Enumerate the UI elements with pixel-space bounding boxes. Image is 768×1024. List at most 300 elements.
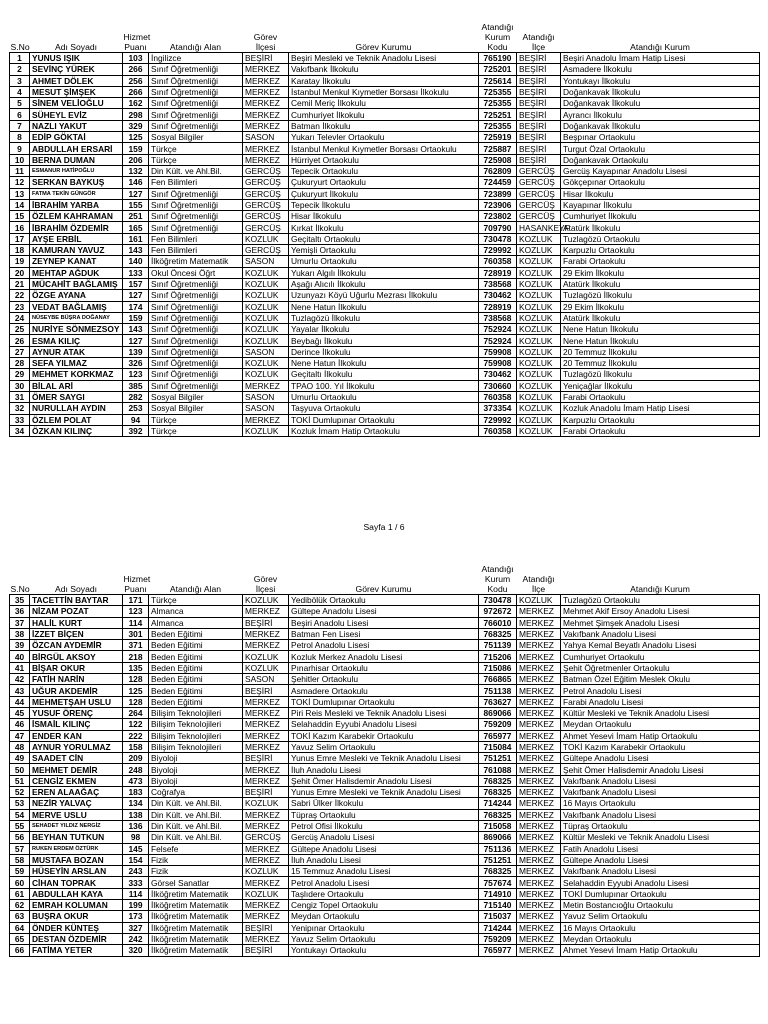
cell-sno: 63 bbox=[10, 911, 30, 922]
cell-code: 709790 bbox=[479, 222, 517, 233]
cell-assigned-institution: 29 Ekim İlkokulu bbox=[561, 301, 760, 312]
cell-assigned-district: MERKEZ bbox=[517, 911, 561, 922]
cell-assigned-district: BEŞİRİ bbox=[517, 98, 561, 109]
header-code: Atandığı Kurum Kodu bbox=[481, 22, 514, 52]
cell-points: 140 bbox=[123, 256, 149, 267]
cell-institution: TOKİ Dumlupınar Ortaokulu bbox=[289, 696, 479, 707]
cell-points: 136 bbox=[123, 820, 149, 831]
cell-name: KAMURAN YAVUZ bbox=[30, 245, 123, 256]
cell-sno: 33 bbox=[10, 414, 30, 425]
cell-sno: 43 bbox=[10, 685, 30, 696]
cell-district: BEŞİRİ bbox=[243, 685, 289, 696]
cell-name: ÖNDER KÜNTEŞ bbox=[30, 922, 123, 933]
cell-field: Fizik bbox=[149, 866, 243, 877]
cell-points: 114 bbox=[123, 888, 149, 899]
table-row bbox=[10, 606, 760, 617]
cell-assigned-institution: Atatürk İlkokulu bbox=[561, 312, 760, 323]
table-row bbox=[10, 324, 760, 335]
table-row bbox=[10, 369, 760, 380]
cell-district: GERCÜŞ bbox=[243, 245, 289, 256]
cell-institution: Yunus Emre Mesleki ve Teknik Anadolu Lisesi bbox=[289, 753, 479, 764]
cell-field: Almanca bbox=[149, 617, 243, 628]
cell-sno: 26 bbox=[10, 335, 30, 346]
cell-field: Coğrafya bbox=[149, 787, 243, 798]
cell-institution: Yontukayı Ortaokulu bbox=[289, 945, 479, 956]
cell-institution: Geçitaltı İlkokulu bbox=[289, 369, 479, 380]
cell-code: 768325 bbox=[479, 787, 517, 798]
cell-assigned-institution: Şehit Ömer Halisdemir Anadolu Lisesi bbox=[561, 764, 760, 775]
cell-district: MERKEZ bbox=[243, 900, 289, 911]
cell-field: Bilişim Teknolojileri bbox=[149, 730, 243, 741]
cell-field: Sınıf Öğretmenliği bbox=[149, 335, 243, 346]
cell-assigned-district: KOZLUK bbox=[517, 403, 561, 414]
cell-code: 715086 bbox=[479, 662, 517, 673]
cell-district: BEŞİRİ bbox=[243, 945, 289, 956]
cell-institution: Yunus Emre Mesleki ve Teknik Anadolu Lisesi bbox=[289, 787, 479, 798]
table-row bbox=[10, 222, 760, 233]
cell-points: 133 bbox=[123, 267, 149, 278]
cell-district: MERKEZ bbox=[243, 911, 289, 922]
header-field: Atandığı Alan bbox=[169, 584, 222, 594]
header-assigned-institution: Atandığı Kurum bbox=[630, 42, 690, 52]
cell-name: FATİH NARİN bbox=[30, 674, 123, 685]
cell-assigned-district: KOZLUK bbox=[517, 312, 561, 323]
cell-code: 759209 bbox=[479, 719, 517, 730]
cell-points: 282 bbox=[123, 391, 149, 402]
cell-institution: Petrol Ofisi İlkokulu bbox=[289, 820, 479, 831]
cell-code: 762809 bbox=[479, 165, 517, 176]
cell-assigned-district: MERKEZ bbox=[517, 651, 561, 662]
cell-field: Sınıf Öğretmenliği bbox=[149, 199, 243, 210]
cell-points: 135 bbox=[123, 662, 149, 673]
cell-field: Türkçe bbox=[149, 425, 243, 436]
cell-district: MERKEZ bbox=[243, 414, 289, 425]
cell-name: NURİYE SÖNMEZSOY bbox=[30, 324, 123, 335]
cell-district: GERCÜŞ bbox=[243, 211, 289, 222]
cell-assigned-district: BEŞİRİ bbox=[517, 53, 561, 64]
cell-points: 209 bbox=[123, 753, 149, 764]
cell-assigned-district: BEŞİRİ bbox=[517, 120, 561, 131]
table-row bbox=[10, 866, 760, 877]
cell-assigned-institution: Cumhuriyet Ortaokulu bbox=[561, 651, 760, 662]
cell-field: Bilişim Teknolojileri bbox=[149, 707, 243, 718]
cell-name: MESUT ŞİMŞEK bbox=[30, 86, 123, 97]
cell-sno: 7 bbox=[10, 120, 30, 131]
cell-code: 768325 bbox=[479, 628, 517, 639]
cell-assigned-institution: Beşpınar Ortaokulu bbox=[561, 132, 760, 143]
cell-sno: 6 bbox=[10, 109, 30, 120]
table-row bbox=[10, 312, 760, 323]
cell-assigned-institution: Karpuzlu Ortaokulu bbox=[561, 245, 760, 256]
cell-district: KOZLUK bbox=[243, 425, 289, 436]
cell-district: KOZLUK bbox=[243, 290, 289, 301]
cell-district: MERKEZ bbox=[243, 854, 289, 865]
cell-institution: Petrol Anadolu Lisesi bbox=[289, 877, 479, 888]
table-row bbox=[10, 64, 760, 75]
cell-assigned-institution: Gültepe Anadolu Lisesi bbox=[561, 854, 760, 865]
cell-sno: 31 bbox=[10, 391, 30, 402]
cell-institution: Yayalar İlkokulu bbox=[289, 324, 479, 335]
cell-institution: Yavuz Selim Ortaokulu bbox=[289, 741, 479, 752]
cell-institution: Karatay İlkokulu bbox=[289, 75, 479, 86]
cell-code: 725887 bbox=[479, 143, 517, 154]
cell-institution: Yemişli Ortaokulu bbox=[289, 245, 479, 256]
cell-points: 143 bbox=[123, 245, 149, 256]
cell-assigned-district: KOZLUK bbox=[517, 267, 561, 278]
cell-assigned-district: KOZLUK bbox=[517, 233, 561, 244]
cell-name: FATİMA YETER bbox=[30, 945, 123, 956]
cell-code: 751138 bbox=[479, 685, 517, 696]
cell-district: GERCÜŞ bbox=[243, 165, 289, 176]
cell-institution: Petrol Anadolu Lisesi bbox=[289, 640, 479, 651]
cell-district: MERKEZ bbox=[243, 707, 289, 718]
cell-assigned-district: MERKEZ bbox=[517, 933, 561, 944]
cell-district: MERKEZ bbox=[243, 764, 289, 775]
cell-points: 103 bbox=[123, 53, 149, 64]
cell-district: SASON bbox=[243, 403, 289, 414]
cell-points: 301 bbox=[123, 628, 149, 639]
cell-points: 154 bbox=[123, 854, 149, 865]
cell-field: Sınıf Öğretmenliği bbox=[149, 346, 243, 357]
table-row bbox=[10, 403, 760, 414]
cell-sno: 2 bbox=[10, 64, 30, 75]
cell-assigned-institution: Ayrancı İlkokulu bbox=[561, 109, 760, 120]
cell-name: MÜCAHİT BAĞLAMIŞ bbox=[30, 278, 123, 289]
cell-sno: 23 bbox=[10, 301, 30, 312]
cell-points: 329 bbox=[123, 120, 149, 131]
cell-sno: 66 bbox=[10, 945, 30, 956]
table-row bbox=[10, 617, 760, 628]
table-row bbox=[10, 120, 760, 131]
cell-code: 759908 bbox=[479, 358, 517, 369]
cell-assigned-district: BEŞİRİ bbox=[517, 154, 561, 165]
cell-institution: Çukuryurt Ortaokulu bbox=[289, 177, 479, 188]
cell-field: Biyoloji bbox=[149, 775, 243, 786]
cell-points: 173 bbox=[123, 911, 149, 922]
cell-sno: 56 bbox=[10, 832, 30, 843]
cell-code: 759209 bbox=[479, 933, 517, 944]
cell-code: 752924 bbox=[479, 335, 517, 346]
cell-name: MEHMET DEMİR bbox=[30, 764, 123, 775]
cell-sno: 24 bbox=[10, 312, 30, 323]
cell-assigned-institution: Vakıfbank Anadolu Lisesi bbox=[561, 809, 760, 820]
cell-code: 768325 bbox=[479, 809, 517, 820]
cell-sno: 13 bbox=[10, 188, 30, 199]
cell-name: İZZET BİÇEN bbox=[30, 628, 123, 639]
cell-points: 161 bbox=[123, 233, 149, 244]
cell-field: Sosyal Bilgiler bbox=[149, 132, 243, 143]
cell-sno: 36 bbox=[10, 606, 30, 617]
cell-field: Bilişim Teknolojileri bbox=[149, 719, 243, 730]
cell-sno: 49 bbox=[10, 753, 30, 764]
cell-sno: 4 bbox=[10, 86, 30, 97]
cell-district: MERKEZ bbox=[243, 640, 289, 651]
table-row bbox=[10, 290, 760, 301]
cell-code: 725355 bbox=[479, 120, 517, 131]
cell-assigned-district: MERKEZ bbox=[517, 617, 561, 628]
cell-institution: Kırkat İlkokulu bbox=[289, 222, 479, 233]
cell-field: Fen Bilimleri bbox=[149, 245, 243, 256]
cell-sno: 50 bbox=[10, 764, 30, 775]
cell-name: DESTAN ÖZDEMİR bbox=[30, 933, 123, 944]
cell-points: 473 bbox=[123, 775, 149, 786]
cell-institution: Hürriyet Ortaokulu bbox=[289, 154, 479, 165]
cell-field: Fen Bilimleri bbox=[149, 177, 243, 188]
cell-code: 751251 bbox=[479, 854, 517, 865]
table-row bbox=[10, 177, 760, 188]
cell-district: KOZLUK bbox=[243, 866, 289, 877]
table-row bbox=[10, 640, 760, 651]
cell-district: GERCÜŞ bbox=[243, 177, 289, 188]
cell-assigned-institution: Vakıfbank Anadolu Lisesi bbox=[561, 628, 760, 639]
cell-assigned-institution: Doğankavak İlkokulu bbox=[561, 98, 760, 109]
cell-points: 266 bbox=[123, 64, 149, 75]
cell-field: Sosyal Bilgiler bbox=[149, 391, 243, 402]
cell-institution: Cumhuriyet İlkokulu bbox=[289, 109, 479, 120]
table-row bbox=[10, 86, 760, 97]
cell-field: Sınıf Öğretmenliği bbox=[149, 86, 243, 97]
cell-code: 730462 bbox=[479, 369, 517, 380]
cell-points: 165 bbox=[123, 222, 149, 233]
cell-points: 159 bbox=[123, 312, 149, 323]
cell-field: Beden Eğitimi bbox=[149, 640, 243, 651]
cell-points: 123 bbox=[123, 369, 149, 380]
table-row bbox=[10, 98, 760, 109]
cell-name: MEHTAP AĞDUK bbox=[30, 267, 123, 278]
cell-name: ÖZLEM KAHRAMAN bbox=[30, 211, 123, 222]
cell-sno: 46 bbox=[10, 719, 30, 730]
table-body-page-2 bbox=[10, 595, 760, 957]
cell-assigned-institution: Gökçepınar Ortaokulu bbox=[561, 177, 760, 188]
cell-code: 723802 bbox=[479, 211, 517, 222]
cell-institution: Uzunyazı Köyü Uğurlu Mezrası İlkokulu bbox=[289, 290, 479, 301]
table-row bbox=[10, 900, 760, 911]
cell-institution: TPAO 100. Yıl İlkokulu bbox=[289, 380, 479, 391]
cell-name: NİZAM POZAT bbox=[30, 606, 123, 617]
cell-district: MERKEZ bbox=[243, 109, 289, 120]
cell-district: KOZLUK bbox=[243, 369, 289, 380]
cell-assigned-institution: Selahaddin Eyyubi Anadolu Lisesi bbox=[561, 877, 760, 888]
cell-sno: 60 bbox=[10, 877, 30, 888]
cell-name: AHMET DÖLEK bbox=[30, 75, 123, 86]
cell-field: Türkçe bbox=[149, 414, 243, 425]
cell-sno: 15 bbox=[10, 211, 30, 222]
cell-points: 127 bbox=[123, 188, 149, 199]
cell-district: KOZLUK bbox=[243, 267, 289, 278]
table-row bbox=[10, 391, 760, 402]
cell-name: MUSTAFA BOZAN bbox=[30, 854, 123, 865]
cell-code: 759908 bbox=[479, 346, 517, 357]
cell-assigned-institution: 16 Mayıs Ortaokulu bbox=[561, 798, 760, 809]
table-row bbox=[10, 775, 760, 786]
cell-assigned-institution: Tuzlagözü Ortaokulu bbox=[561, 233, 760, 244]
cell-district: MERKEZ bbox=[243, 877, 289, 888]
cell-points: 128 bbox=[123, 696, 149, 707]
table-row bbox=[10, 730, 760, 741]
cell-institution: Tuzlagözü İlkokulu bbox=[289, 312, 479, 323]
header-field: Atandığı Alan bbox=[169, 42, 222, 52]
table-row bbox=[10, 685, 760, 696]
cell-field: Sınıf Öğretmenliği bbox=[149, 211, 243, 222]
cell-name: ÖMER SAYGI bbox=[30, 391, 123, 402]
cell-institution: Çukuryurt İlkokulu bbox=[289, 188, 479, 199]
cell-assigned-institution: Farabi Ortaokulu bbox=[561, 391, 760, 402]
table-row bbox=[10, 109, 760, 120]
cell-assigned-institution: TOKİ Kazım Karabekir Ortaokulu bbox=[561, 741, 760, 752]
cell-assigned-institution: Farabi Ortaokulu bbox=[561, 256, 760, 267]
table-row bbox=[10, 358, 760, 369]
cell-assigned-district: MERKEZ bbox=[517, 662, 561, 673]
assignment-table-page-2 bbox=[9, 564, 760, 957]
cell-field: Beden Eğitimi bbox=[149, 685, 243, 696]
cell-code: 725908 bbox=[479, 154, 517, 165]
cell-code: 752924 bbox=[479, 324, 517, 335]
cell-field: Beden Eğitimi bbox=[149, 651, 243, 662]
cell-field: Sınıf Öğretmenliği bbox=[149, 75, 243, 86]
cell-code: 715140 bbox=[479, 900, 517, 911]
cell-assigned-institution: Ahmet Yesevi İmam Hatip Ortaokulu bbox=[561, 730, 760, 741]
cell-field: İlköğretim Matematik bbox=[149, 945, 243, 956]
cell-points: 206 bbox=[123, 154, 149, 165]
cell-points: 298 bbox=[123, 109, 149, 120]
cell-institution: Aşağı Alıcılı İlkokulu bbox=[289, 278, 479, 289]
cell-points: 114 bbox=[123, 617, 149, 628]
header-district: Görev İlçesi bbox=[253, 574, 278, 594]
cell-institution: Taşyuva Ortaokulu bbox=[289, 403, 479, 414]
table-row bbox=[10, 53, 760, 64]
table-row bbox=[10, 595, 760, 606]
cell-assigned-district: GERCÜŞ bbox=[517, 177, 561, 188]
cell-district: SASON bbox=[243, 346, 289, 357]
cell-code: 751251 bbox=[479, 753, 517, 764]
cell-field: Sınıf Öğretmenliği bbox=[149, 301, 243, 312]
cell-code: 728919 bbox=[479, 301, 517, 312]
table-row bbox=[10, 256, 760, 267]
cell-sno: 47 bbox=[10, 730, 30, 741]
header-name: Adı Soyadı bbox=[54, 584, 98, 594]
cell-field: İlköğretim Matematik bbox=[149, 888, 243, 899]
cell-assigned-institution: Tuzlagözü Ortaokulu bbox=[561, 595, 760, 606]
header-points: Hizmet Puanı bbox=[123, 574, 151, 594]
cell-assigned-institution: TOKİ Dumlupınar Ortaokulu bbox=[561, 888, 760, 899]
cell-assigned-institution: Meydan Ortaokulu bbox=[561, 719, 760, 730]
cell-institution: Gercüş Anadolu Lisesi bbox=[289, 832, 479, 843]
cell-assigned-district: MERKEZ bbox=[517, 900, 561, 911]
cell-sno: 35 bbox=[10, 595, 30, 606]
cell-sno: 64 bbox=[10, 922, 30, 933]
table-row bbox=[10, 764, 760, 775]
cell-sno: 18 bbox=[10, 245, 30, 256]
cell-code: 725919 bbox=[479, 132, 517, 143]
cell-assigned-institution: Metin Bostancıoğlu Ortaokulu bbox=[561, 900, 760, 911]
cell-district: MERKEZ bbox=[243, 64, 289, 75]
cell-sno: 1 bbox=[10, 53, 30, 64]
cell-assigned-institution: Vakıfbank Anadolu Lisesi bbox=[561, 866, 760, 877]
table-row bbox=[10, 787, 760, 798]
cell-assigned-institution: Petrol Anadolu Lisesi bbox=[561, 685, 760, 696]
table-row bbox=[10, 267, 760, 278]
cell-assigned-institution: Nene Hatun İlkokulu bbox=[561, 324, 760, 335]
cell-assigned-district: GERCÜŞ bbox=[517, 199, 561, 210]
cell-institution: Sabri Ülker İlkokulu bbox=[289, 798, 479, 809]
cell-district: MERKEZ bbox=[243, 98, 289, 109]
cell-assigned-district: BEŞİRİ bbox=[517, 86, 561, 97]
cell-points: 183 bbox=[123, 787, 149, 798]
cell-assigned-institution: Tuzlagözü İlkokulu bbox=[561, 369, 760, 380]
cell-assigned-district: KOZLUK bbox=[517, 335, 561, 346]
cell-name: ZEYNEP KANAT bbox=[30, 256, 123, 267]
table-row bbox=[10, 233, 760, 244]
cell-assigned-institution: Şehit Öğretmenler Ortaokulu bbox=[561, 662, 760, 673]
cell-sno: 28 bbox=[10, 358, 30, 369]
table-row bbox=[10, 741, 760, 752]
cell-sno: 38 bbox=[10, 628, 30, 639]
cell-assigned-district: KOZLUK bbox=[517, 245, 561, 256]
header-assigned-district: Atandığı İlçe bbox=[522, 574, 555, 594]
cell-institution: Yukarı Algılı İlkokulu bbox=[289, 267, 479, 278]
cell-assigned-institution: Hisar İlkokulu bbox=[561, 188, 760, 199]
cell-sno: 8 bbox=[10, 132, 30, 143]
cell-assigned-institution: 16 Mayıs Ortaokulu bbox=[561, 922, 760, 933]
cell-name: SERKAN BAYKUŞ bbox=[30, 177, 123, 188]
cell-field: Beden Eğitimi bbox=[149, 662, 243, 673]
cell-institution: 15 Temmuz Anadolu Lisesi bbox=[289, 866, 479, 877]
cell-field: Bilişim Teknolojileri bbox=[149, 741, 243, 752]
cell-name: UĞUR AKDEMİR bbox=[30, 685, 123, 696]
cell-sno: 12 bbox=[10, 177, 30, 188]
cell-institution: Derince İlkokulu bbox=[289, 346, 479, 357]
cell-code: 766865 bbox=[479, 674, 517, 685]
cell-assigned-district: MERKEZ bbox=[517, 888, 561, 899]
cell-field: İngilizce bbox=[149, 53, 243, 64]
cell-code: 729992 bbox=[479, 245, 517, 256]
cell-assigned-district: MERKEZ bbox=[517, 787, 561, 798]
cell-assigned-district: MERKEZ bbox=[517, 764, 561, 775]
cell-institution: Cengiz Topel Ortaokulu bbox=[289, 900, 479, 911]
cell-points: 264 bbox=[123, 707, 149, 718]
header-code: Atandığı Kurum Kodu bbox=[481, 564, 514, 594]
cell-institution: İstanbul Menkul Kıymetler Borsası İlkokulu bbox=[289, 86, 479, 97]
cell-institution: Taşlıdere Ortaokulu bbox=[289, 888, 479, 899]
cell-assigned-institution: Kayapınar İlkokulu bbox=[561, 199, 760, 210]
cell-assigned-institution: Gercüş Kayapınar Anadolu Lisesi bbox=[561, 165, 760, 176]
cell-points: 127 bbox=[123, 335, 149, 346]
cell-assigned-institution: Tüpraş Ortaokulu bbox=[561, 820, 760, 831]
cell-name: NAZLI YAKUT bbox=[30, 120, 123, 131]
cell-assigned-district: MERKEZ bbox=[517, 922, 561, 933]
cell-assigned-district: KOZLUK bbox=[517, 324, 561, 335]
table-row bbox=[10, 75, 760, 86]
cell-district: MERKEZ bbox=[243, 120, 289, 131]
cell-institution: Batman Fen Lisesi bbox=[289, 628, 479, 639]
cell-code: 765977 bbox=[479, 945, 517, 956]
cell-name: NURULLAH AYDIN bbox=[30, 403, 123, 414]
cell-field: İlköğretim Matematik bbox=[149, 922, 243, 933]
cell-points: 128 bbox=[123, 674, 149, 685]
cell-institution: Tepecik Ortaokulu bbox=[289, 165, 479, 176]
cell-code: 760358 bbox=[479, 256, 517, 267]
cell-assigned-institution: Kozluk Anadolu İmam Hatip Lisesi bbox=[561, 403, 760, 414]
cell-institution: Yavuz Selim Ortaokulu bbox=[289, 933, 479, 944]
cell-assigned-institution: Doğankavak İlkokulu bbox=[561, 86, 760, 97]
cell-sno: 51 bbox=[10, 775, 30, 786]
page-number-label: Sayfa 1 / 6 bbox=[363, 522, 405, 532]
cell-district: GERCÜŞ bbox=[243, 199, 289, 210]
cell-code: 757674 bbox=[479, 877, 517, 888]
cell-name: NEZİR YALVAÇ bbox=[30, 798, 123, 809]
cell-field: Görsel Sanatlar bbox=[149, 877, 243, 888]
cell-code: 869066 bbox=[479, 832, 517, 843]
